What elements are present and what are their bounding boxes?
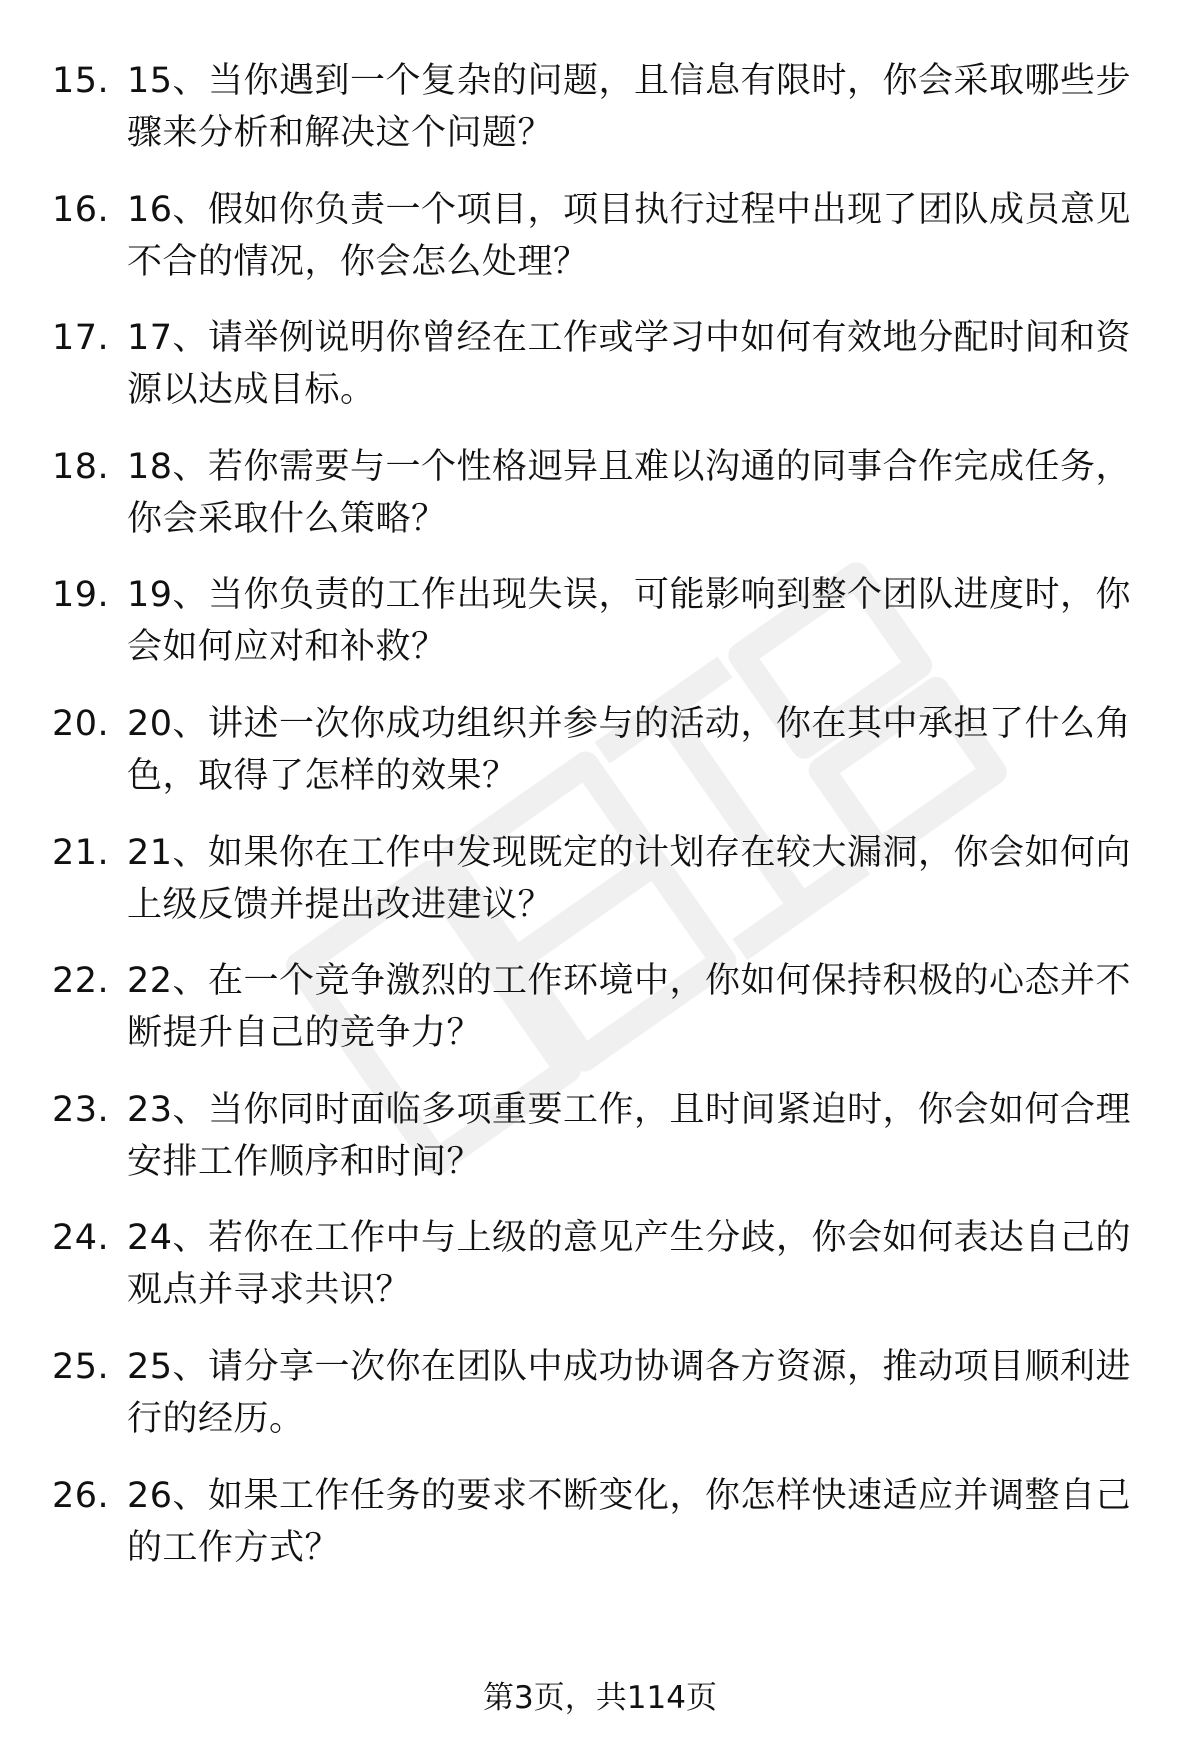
item-number: 22. xyxy=(52,961,110,1002)
question-list xyxy=(52,55,1152,1598)
question-text: 24、若你在工作中与上级的意见产生分歧，你会如何表达自己的观点并寻求共识？ xyxy=(127,1218,1132,1311)
item-number: 21. xyxy=(52,832,110,873)
question-text: 19、当你负责的工作出现失误，可能影响到整个团队进度时，你会如何应对和补救？ xyxy=(127,575,1132,668)
question-text: 23、当你同时面临多项重要工作，且时间紧迫时，你会如何合理安排工作顺序和时间？ xyxy=(127,1089,1132,1182)
list-item xyxy=(52,184,1152,288)
list-item xyxy=(52,827,1152,931)
question-text: 20、讲述一次你成功组织并参与的活动，你在其中承担了什么角色，取得了怎样的效果？ xyxy=(127,703,1132,796)
list-item xyxy=(52,1470,1152,1574)
list-item xyxy=(52,441,1152,545)
item-number: 17. xyxy=(52,318,110,359)
list-item xyxy=(52,955,1152,1059)
item-number: 26. xyxy=(52,1475,110,1516)
item-number: 18. xyxy=(52,446,110,487)
list-item xyxy=(52,1084,1152,1188)
item-number: 25. xyxy=(52,1346,110,1387)
list-item xyxy=(52,312,1152,416)
question-text: 18、若你需要与一个性格迥异且难以沟通的同事合作完成任务，你会采取什么策略？ xyxy=(127,446,1132,539)
item-number: 24. xyxy=(52,1218,110,1259)
list-item xyxy=(52,569,1152,673)
list-item xyxy=(52,1212,1152,1316)
item-number: 16. xyxy=(52,189,110,230)
item-number: 20. xyxy=(52,703,110,744)
question-text: 22、在一个竞争激烈的工作环境中，你如何保持积极的心态并不断提升自己的竞争力？ xyxy=(127,961,1132,1054)
question-text: 17、请举例说明你曾经在工作或学习中如何有效地分配时间和资源以达成目标。 xyxy=(127,318,1132,411)
item-number: 15. xyxy=(52,61,110,101)
question-text: 15、当你遇到一个复杂的问题，且信息有限时，你会采取哪些步骤来分析和解决这个问题？ xyxy=(127,61,1132,153)
question-text: 21、如果你在工作中发现既定的计划存在较大漏洞，你会如何向上级反馈并提出改进建议？ xyxy=(127,832,1132,925)
question-text: 26、如果工作任务的要求不断变化，你怎样快速适应并调整自己的工作方式？ xyxy=(127,1475,1132,1568)
page-footer: 第3页，共114页 xyxy=(483,1680,717,1716)
question-text: 25、请分享一次你在团队中成功协调各方资源，推动项目顺利进行的经历。 xyxy=(127,1346,1132,1439)
question-text: 16、假如你负责一个项目，项目执行过程中出现了团队成员意见不合的情况，你会怎么处理？ xyxy=(127,189,1132,282)
list-item xyxy=(52,1341,1152,1445)
list-item xyxy=(52,55,1152,159)
item-number: 23. xyxy=(52,1089,110,1130)
list-item xyxy=(52,698,1152,802)
item-number: 19. xyxy=(52,575,110,616)
